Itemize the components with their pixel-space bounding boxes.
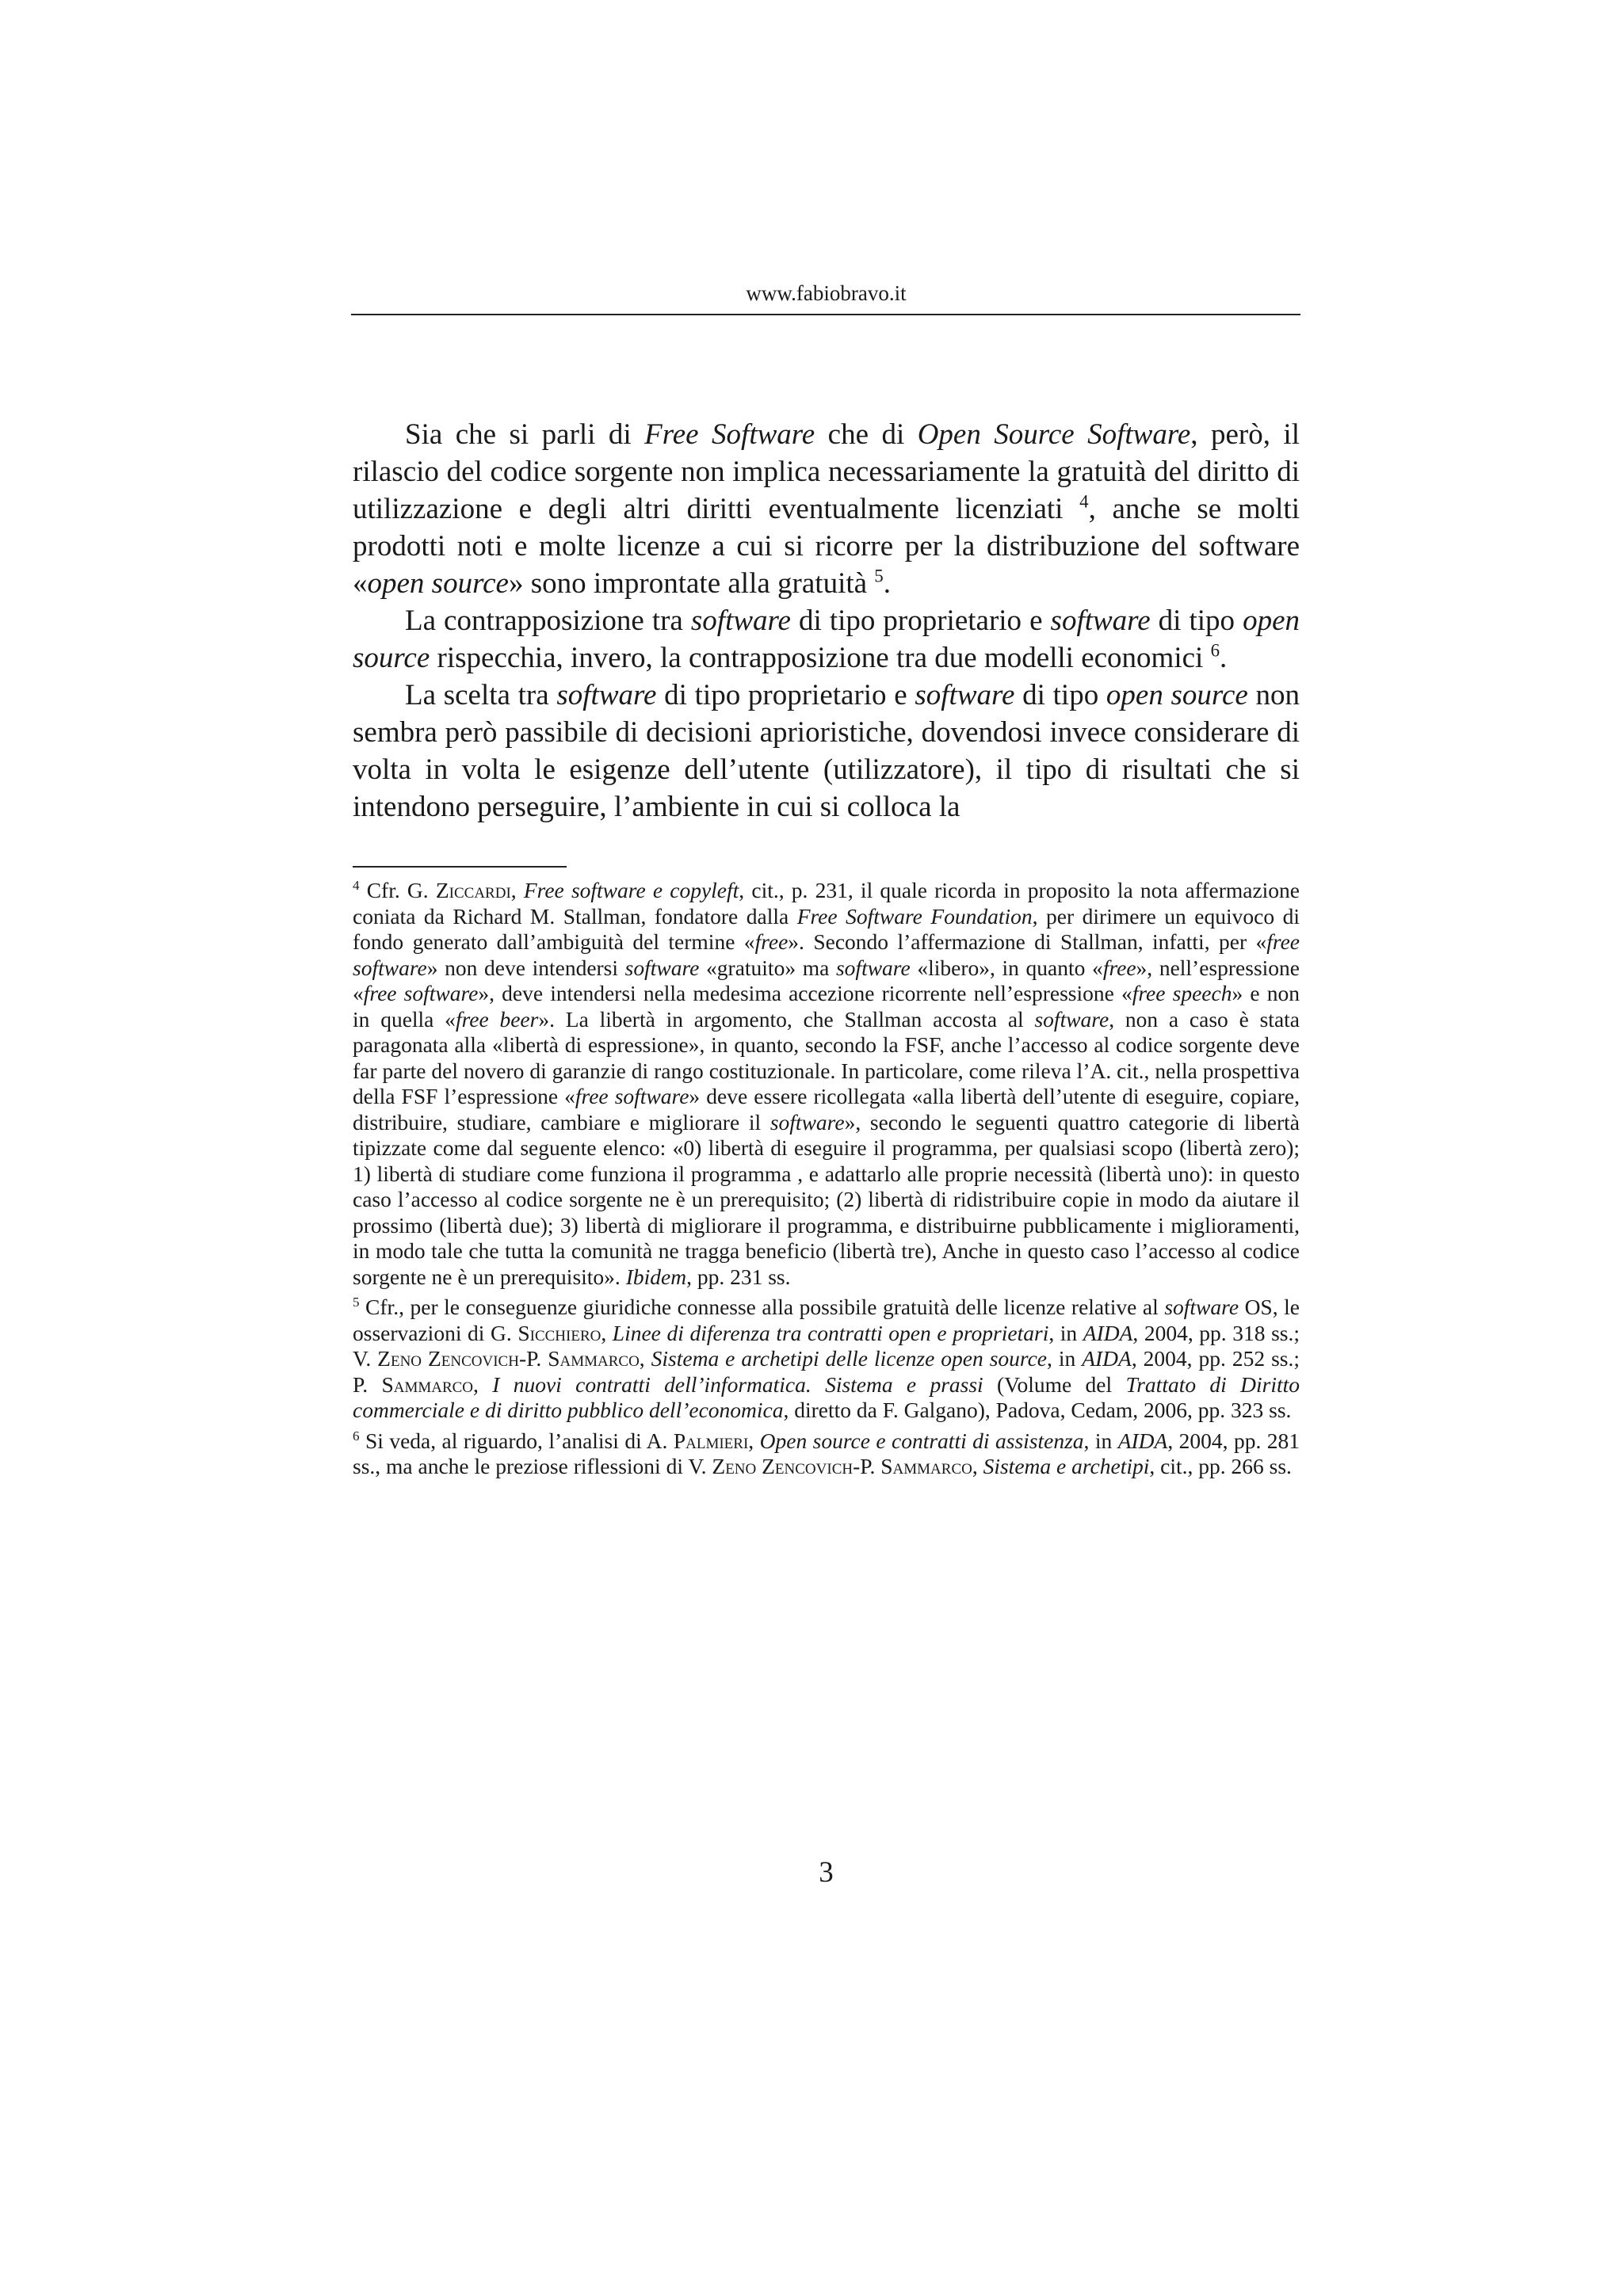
footnote-6: $^6$ Si veda, al riguardo, l’analisi di A. Palmieri, Open source e contratti di assistenza, in AIDA, 2004, pp. 281 ss., ma anche le preziose riflessioni di V. Zeno Zencovich-P. Sammarco, Sistema e archetipi, cit., pp. 266 ss. [353,1428,1300,1478]
footnote-ref-4[interactable]: 4 [1079,491,1089,512]
footnote-4: $^4$ Cfr. G. Ziccardi, Free software e copyleft, cit., p. 231, il quale ricorda in proposito la nota affermazione coniata da Richard M. Stallman, fondatore dalla Free Software Foundation, per dirimere un equivoco di fondo generato dall’ambiguità del termine «free». Secondo l’affermazione di Stallman, infatti, per «free software» non deve intendersi software «gratuito» ma software «libero», in quanto «free», nell’espressione «free software», deve intendersi nella medesima accezione ricorrente nell’espressione «free speech» e non in quella «free beer». La libertà in argomento, che Stallman accosta al software, non a caso è stata paragonata alla «libertà di espressione», in quanto, secondo la FSF, anche l’accesso al codice sorgente deve far parte del novero di garanzie di rango costituzionale. In particolare, come rileva l’A. cit., nella prospettiva della FSF l’espressione «free software» deve essere ricollegata «alla libertà dell’utente di eseguire, copiare, distribuire, studiare, cambiare e migliorare il software», secondo le seguenti quattro categorie di libertà tipizzate come dal seguente elenco: «0) libertà di eseguire il programma, per qualsiasi scopo (libertà zero); 1) libertà di studiare come funziona il programma , e adattarlo alle proprie necessità (libertà uno): in questo caso l’accesso al codice sorgente ne è un prerequisito; (2) libertà di ridistribuire copie in modo da aiutare il prossimo (libertà due); 3) libertà di migliorare il programma, e distribuirne pubblicamente i miglioramenti, in modo tale che tutta la comunità ne tragga beneficio (libertà tre), Anche in questo caso l’accesso al codice sorgente ne è un prerequisito». Ibidem, pp. 231 ss. [353,877,1300,1289]
paragraph-1: Sia che si parli di Free Software che di Open Source Software, però, il rilascio del codice sorgente non implica necessariamente la gratuità del diritto di utilizzazione e degli altri diritti eventualmente licenziati $^4$, anche se molti prodotti noti e molte licenze a cui si ricorre per la distribuzione del software «open source» sono improntate alla gratuità $^5$. [353,418,1300,600]
page-number: 3 [819,1856,834,1889]
footnotes [353,878,1300,1485]
header-rule [351,314,1300,315]
paragraph-2: La contrapposizione tra software di tipo proprietario e software di tipo open source rispecchia, invero, la contrapposizione tra due modelli economici $^6$. [353,605,1300,674]
footnote-ref-5[interactable]: 5 [874,566,884,586]
footnote-number-6: 6 [353,1428,360,1444]
running-header: www.fabiobravo.it [746,281,907,305]
footnote-number-4: 4 [353,877,360,893]
footnote-rule [353,866,567,868]
footnote-number-5: 5 [353,1294,360,1310]
main-text [353,416,1300,826]
footnote-ref-6[interactable]: 6 [1210,640,1220,661]
footnote-5: $^5$ Cfr., per le conseguenze giuridiche connesse alla possibile gratuità delle licenze relative al software OS, le osservazioni di G. Sicchiero, Linee di diferenza tra contratti open e proprietari, in AIDA, 2004, pp. 318 ss.; V. Zeno Zencovich-P. Sammarco, Sistema e archetipi delle licenze open source, in AIDA, 2004, pp. 252 ss.; P. Sammarco, I nuovi contratti dell’informatica. Sistema e prassi (Volume del Trattato di Diritto commerciale e di diritto pubblico dell’economica, diretto da F. Galgano), Padova, Cedam, 2006, pp. 323 ss. [353,1294,1300,1422]
paragraph-3: La scelta tra software di tipo proprietario e software di tipo open source non sembra però passibile di decisioni aprioristiche, dovendosi invece considerare di volta in volta le esigenze dell’utente (utilizzatore), il tipo di risultati che si intendono perseguire, l’ambiente in cui si colloca la [353,679,1300,823]
